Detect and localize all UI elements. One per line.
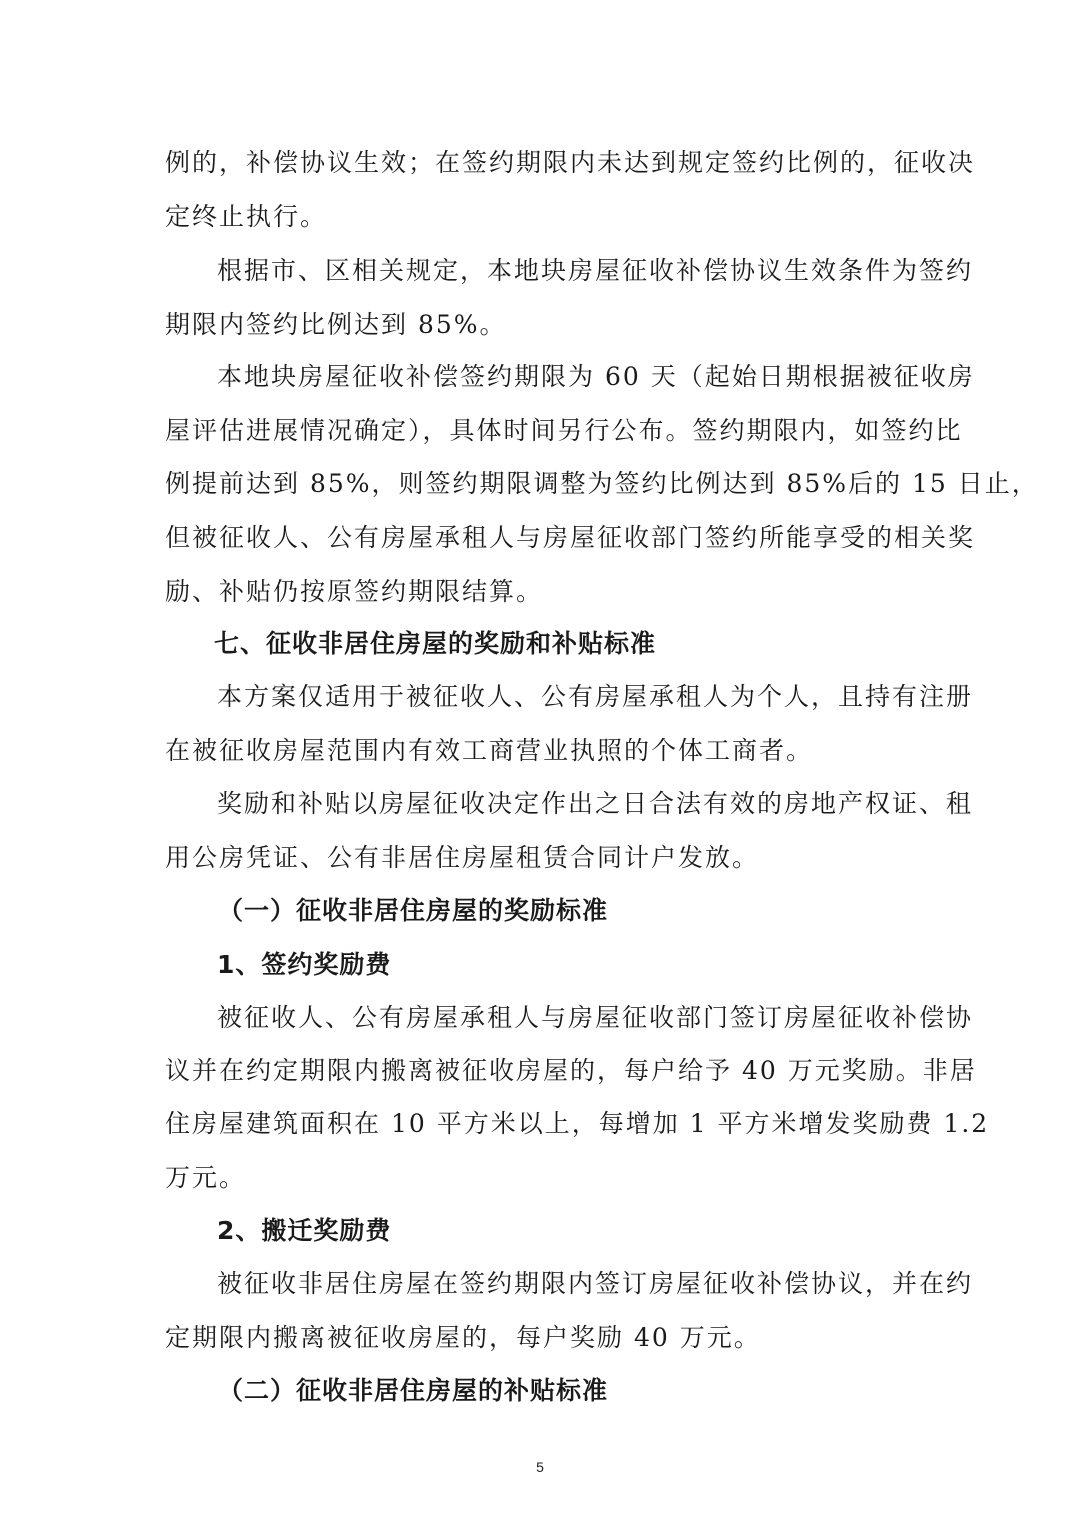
paragraph-line: 被征收非居住房屋在签约期限内签订房屋征收补偿协议，并在约 bbox=[217, 1269, 974, 1298]
item-heading: 1、签约奖励费 bbox=[217, 950, 392, 979]
paragraph-line: 议并在约定期限内搬离被征收房屋的，每户给予 40 万元奖励。非居 bbox=[165, 1056, 977, 1085]
paragraph-line: 奖励和补贴以房屋征收决定作出之日合法有效的房地产权证、租 bbox=[217, 789, 974, 818]
page-number: 5 bbox=[536, 1459, 544, 1475]
paragraph-line: 但被征收人、公有房屋承租人与房屋征收部门签约所能享受的相关奖 bbox=[165, 523, 976, 552]
paragraph-line: 例的，补偿协议生效；在签约期限内未达到规定签约比例的，征收决 bbox=[165, 148, 976, 177]
paragraph-line: 万元。 bbox=[165, 1163, 247, 1192]
paragraph-line: 定期限内搬离被征收房屋的，每户奖励 40 万元。 bbox=[165, 1323, 761, 1352]
paragraph-line: 在被征收房屋范围内有效工商营业执照的个体工商者。 bbox=[165, 736, 814, 765]
paragraph-line: 根据市、区相关规定，本地块房屋征收补偿协议生效条件为签约 bbox=[217, 256, 974, 285]
paragraph-line: 例提前达到 85%，则签约期限调整为签约比例达到 85%后的 15 日止， bbox=[165, 469, 1039, 498]
item-heading: 2、搬迁奖励费 bbox=[217, 1216, 392, 1245]
paragraph-line: 期限内签约比例达到 85%。 bbox=[165, 310, 507, 339]
paragraph-line: 定终止执行。 bbox=[165, 202, 328, 231]
paragraph-line: 屋评估进展情况确定），具体时间另行公布。签约期限内，如签约比 bbox=[165, 416, 963, 445]
section-heading: 七、征收非居住房屋的奖励和补贴标准 bbox=[214, 629, 657, 658]
paragraph-line: 励、补贴仍按原签约期限结算。 bbox=[165, 577, 544, 606]
subsection-heading: （二）征收非居住房屋的补贴标准 bbox=[218, 1376, 609, 1405]
subsection-heading: （一）征收非居住房屋的奖励标准 bbox=[218, 896, 609, 925]
paragraph-line: 用公房凭证、公有非居住房屋租赁合同计户发放。 bbox=[165, 843, 760, 872]
paragraph-line: 被征收人、公有房屋承租人与房屋征收部门签订房屋征收补偿协 bbox=[217, 1003, 974, 1032]
paragraph-line: 住房屋建筑面积在 10 平方米以上，每增加 1 平方米增发奖励费 1.2 bbox=[165, 1109, 990, 1138]
paragraph-line: 本地块房屋征收补偿签约期限为 60 天（起始日期根据被征收房 bbox=[217, 362, 975, 391]
paragraph-line: 本方案仅适用于被征收人、公有房屋承租人为个人，且持有注册 bbox=[217, 682, 974, 711]
